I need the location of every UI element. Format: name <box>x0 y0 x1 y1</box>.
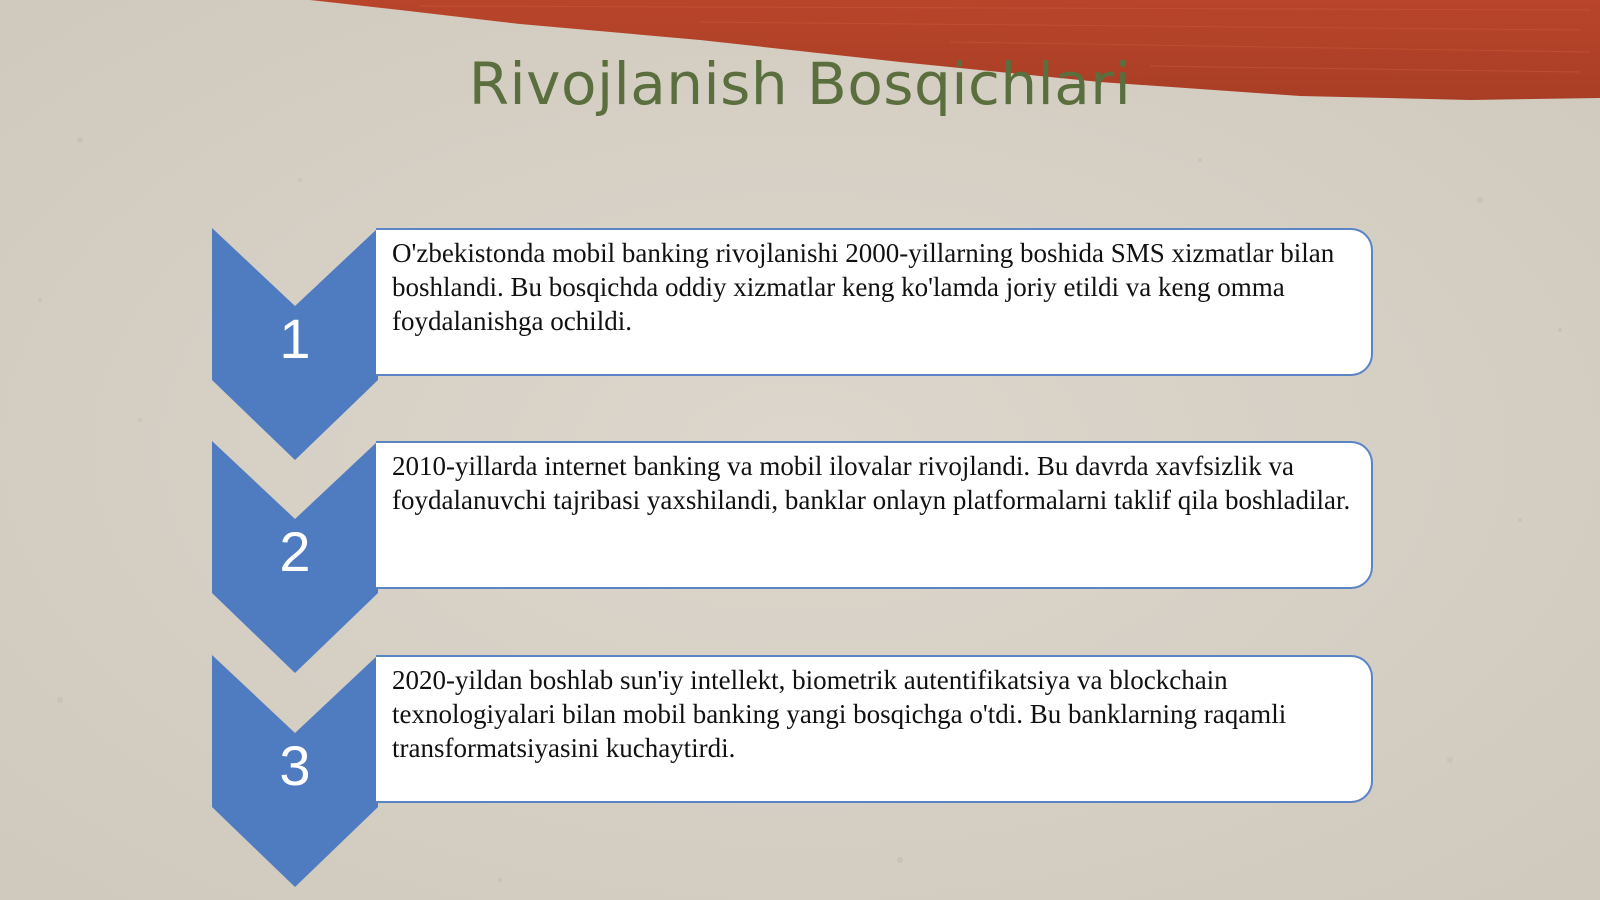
step-description: O'zbekistonda mobil banking rivojlanishi 2000-yillarning boshida SMS xizmatlar bilan boshlandi. Bu bosqichda oddiy xizmatlar keng ko'lamda joriy etildi va keng omma foydalanishga ochildi. <box>392 238 1335 336</box>
slide-title: Rivojlanish Bosqichlari <box>468 50 1132 118</box>
step-description: 2010-yillarda internet banking va mobil ilovalar rivojlandi. Bu davrda xavfsizlik va foydalanuvchi tajribasi yaxshilandi, banklar onlayn platformalarni taklif qila boshladilar. <box>392 451 1351 515</box>
step-description: 2020-yildan boshlab sun'iy intellekt, biometrik autentifikatsiya va blockchain texnologiyalari bilan mobil banking yangi bosqichga o'tdi. Bu banklarning raqamli transformatsiyasini kuchaytirdi. <box>392 665 1287 763</box>
timeline-step <box>212 655 1387 895</box>
step-card <box>376 228 1373 376</box>
timeline-step <box>212 228 1387 468</box>
step-card <box>376 441 1373 589</box>
step-number: 3 <box>279 734 311 797</box>
step-number: 1 <box>279 307 311 370</box>
step-number: 2 <box>279 520 311 583</box>
timeline-step <box>212 441 1387 681</box>
step-card <box>376 655 1373 803</box>
